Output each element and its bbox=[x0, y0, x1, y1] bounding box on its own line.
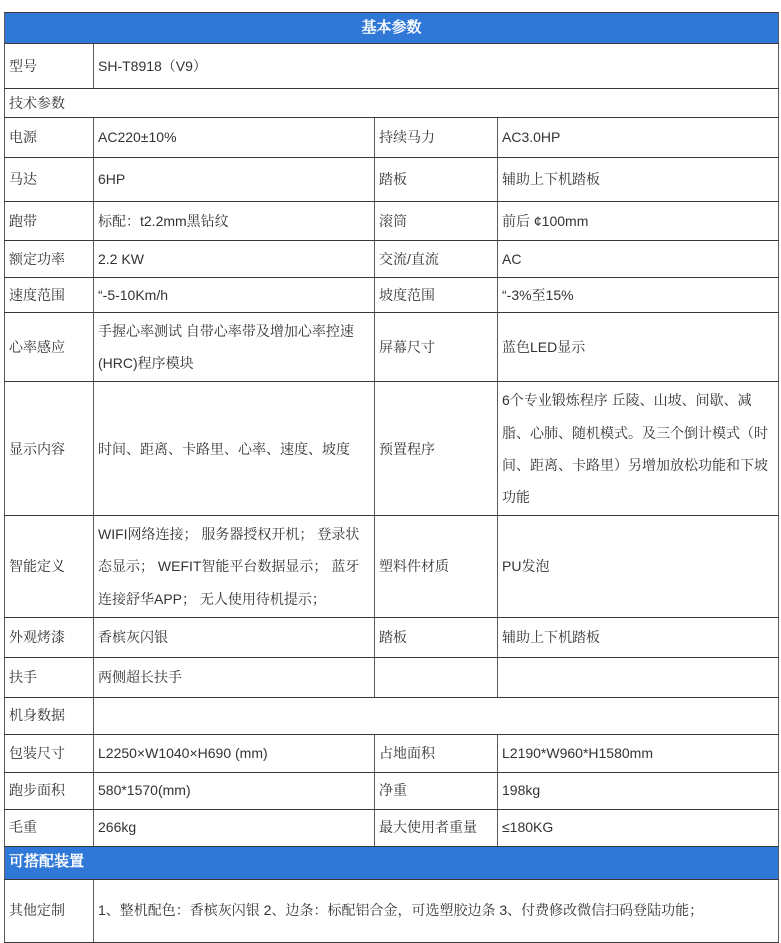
plastic-material-label: 塑料件材质 bbox=[375, 516, 498, 618]
package-size-label: 包装尺寸 bbox=[5, 734, 94, 772]
belt-label: 跑带 bbox=[5, 202, 94, 241]
display-value: 时间、距离、卡路里、心率、速度、坡度 bbox=[94, 382, 375, 516]
run-area-value: 580*1570(mm) bbox=[94, 772, 375, 809]
incline-range-label: 坡度范围 bbox=[375, 278, 498, 313]
pedal-value: 辅助上下机踏板 bbox=[498, 158, 779, 202]
custom-label: 其他定制 bbox=[5, 879, 94, 942]
power-label: 电源 bbox=[5, 118, 94, 158]
preset-programs-value: 6个专业锻炼程序 丘陵、山坡、间歇、减脂、心肺、随机模式。及三个倒计模式（时间、距离、卡路里）另增加放松功能和下坡功能 bbox=[498, 382, 779, 516]
speed-range-value: “-5-10Km/h bbox=[94, 278, 375, 313]
spec-row-belt bbox=[5, 202, 779, 241]
section-header-basic-params bbox=[5, 13, 779, 44]
spec-row-smart bbox=[5, 516, 779, 618]
net-weight-value: 198kg bbox=[498, 772, 779, 809]
spec-table bbox=[4, 12, 779, 943]
spec-row-rated-power bbox=[5, 241, 779, 278]
spec-row-package bbox=[5, 734, 779, 772]
display-label: 显示内容 bbox=[5, 382, 94, 516]
handrail-value: 两侧超长扶手 bbox=[94, 657, 375, 697]
footprint-label: 占地面积 bbox=[375, 734, 498, 772]
custom-value: 1、整机配色：香槟灰闪银 2、边条：标配铝合金，可选塑胶边条 3、付费修改微信扫码登陆功能； bbox=[94, 879, 779, 942]
spec-row-gross-weight bbox=[5, 809, 779, 846]
spec-row-display bbox=[5, 382, 779, 516]
screen-size-label: 屏幕尺寸 bbox=[375, 313, 498, 382]
belt-value: 标配：t2.2mm黑钻纹 bbox=[94, 202, 375, 241]
roller-value: 前后 ¢100mm bbox=[498, 202, 779, 241]
run-area-label: 跑步面积 bbox=[5, 772, 94, 809]
body-data-value bbox=[94, 697, 779, 734]
pedal2-value: 辅助上下机踏板 bbox=[498, 617, 779, 657]
screen-size-value: 蓝色LED显示 bbox=[498, 313, 779, 382]
spec-row-run-area bbox=[5, 772, 779, 809]
handrail-empty-label bbox=[375, 657, 498, 697]
model-label: 型号 bbox=[5, 44, 94, 89]
spec-row-paint bbox=[5, 617, 779, 657]
ac-dc-value: AC bbox=[498, 241, 779, 278]
paint-value: 香槟灰闪银 bbox=[94, 617, 375, 657]
roller-label: 滚筒 bbox=[375, 202, 498, 241]
section-title-accessories: 可搭配装置 bbox=[5, 846, 779, 879]
rated-power-value: 2.2 KW bbox=[94, 241, 375, 278]
motor-label: 马达 bbox=[5, 158, 94, 202]
tech-params-label: 技术参数 bbox=[5, 89, 779, 118]
ac-dc-label: 交流/直流 bbox=[375, 241, 498, 278]
handrail-label: 扶手 bbox=[5, 657, 94, 697]
package-size-value: L2250×W1040×H690 (mm) bbox=[94, 734, 375, 772]
spec-row-custom bbox=[5, 879, 779, 942]
max-user-weight-label: 最大使用者重量 bbox=[375, 809, 498, 846]
spec-row-heart-rate bbox=[5, 313, 779, 382]
continuous-hp-value: AC3.0HP bbox=[498, 118, 779, 158]
spec-row-model bbox=[5, 44, 779, 89]
continuous-hp-label: 持续马力 bbox=[375, 118, 498, 158]
heart-rate-value: 手握心率测试 自带心率带及增加心率控速(HRC)程序模块 bbox=[94, 313, 375, 382]
footprint-value: L2190*W960*H1580mm bbox=[498, 734, 779, 772]
spec-row-power bbox=[5, 118, 779, 158]
power-value: AC220±10% bbox=[94, 118, 375, 158]
model-value: SH-T8918（V9） bbox=[94, 44, 779, 89]
spec-row-tech-header bbox=[5, 89, 779, 118]
pedal-label: 踏板 bbox=[375, 158, 498, 202]
body-data-label: 机身数据 bbox=[5, 697, 94, 734]
spec-row-speed-range bbox=[5, 278, 779, 313]
smart-value: WIFI网络连接； 服务器授权开机； 登录状态显示； WEFIT智能平台数据显示； 蓝牙连接舒华APP； 无人使用待机提示； bbox=[94, 516, 375, 618]
spec-row-handrail bbox=[5, 657, 779, 697]
incline-range-value: “-3%至15% bbox=[498, 278, 779, 313]
max-user-weight-value: ≤180KG bbox=[498, 809, 779, 846]
preset-programs-label: 预置程序 bbox=[375, 382, 498, 516]
section-header-accessories bbox=[5, 846, 779, 879]
heart-rate-label: 心率感应 bbox=[5, 313, 94, 382]
spec-row-motor bbox=[5, 158, 779, 202]
gross-weight-value: 266kg bbox=[94, 809, 375, 846]
spec-sheet-page bbox=[0, 12, 781, 919]
pedal2-label: 踏板 bbox=[375, 617, 498, 657]
spec-row-body-data bbox=[5, 697, 779, 734]
speed-range-label: 速度范围 bbox=[5, 278, 94, 313]
plastic-material-value: PU发泡 bbox=[498, 516, 779, 618]
motor-value: 6HP bbox=[94, 158, 375, 202]
net-weight-label: 净重 bbox=[375, 772, 498, 809]
smart-label: 智能定义 bbox=[5, 516, 94, 618]
handrail-empty-value bbox=[498, 657, 779, 697]
section-title-basic-params: 基本参数 bbox=[5, 13, 779, 44]
paint-label: 外观烤漆 bbox=[5, 617, 94, 657]
rated-power-label: 额定功率 bbox=[5, 241, 94, 278]
gross-weight-label: 毛重 bbox=[5, 809, 94, 846]
